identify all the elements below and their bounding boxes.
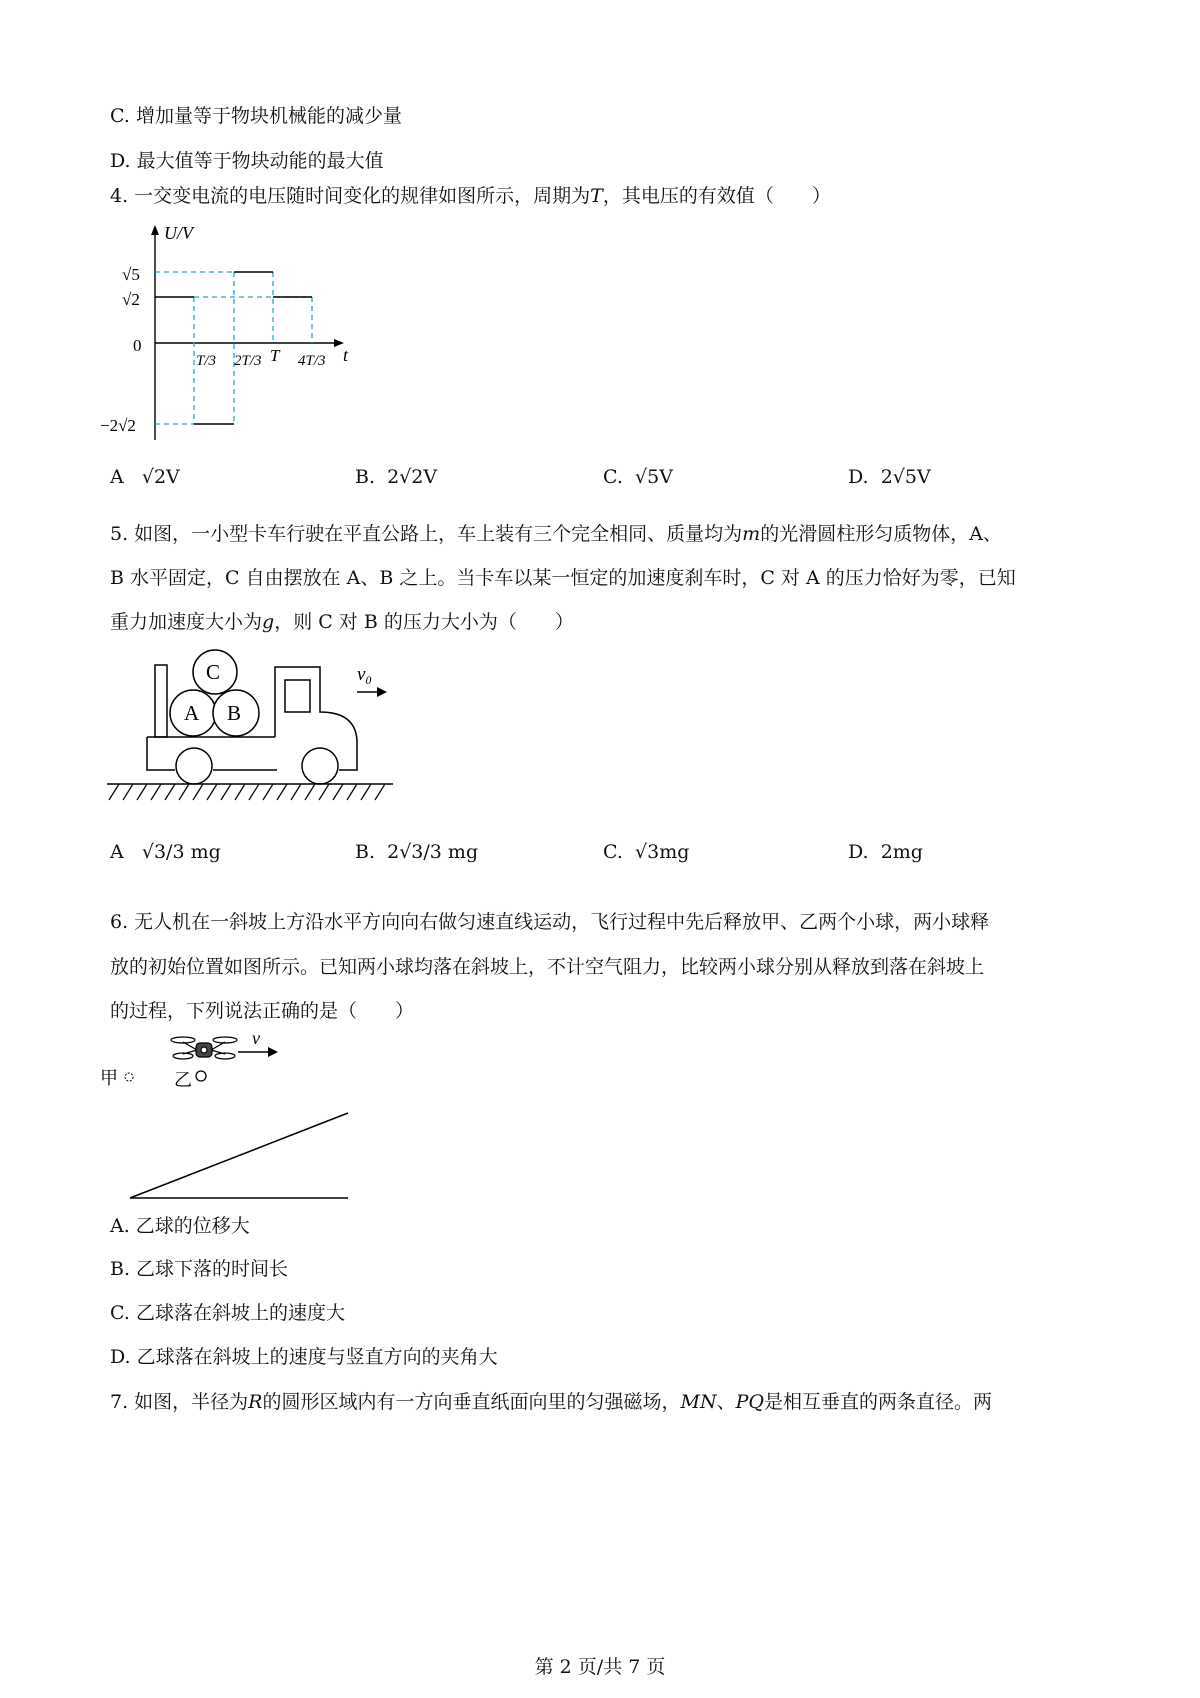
- q5-option-a[interactable]: A √3/3 mg: [110, 841, 221, 863]
- q4-stem: [110, 184, 831, 208]
- q5-option-d[interactable]: D. 2mg: [848, 841, 923, 863]
- x-tick-4t3: 4T/3: [298, 353, 326, 369]
- q5-option-c[interactable]: C. √3mg: [603, 841, 690, 863]
- q4-option-b[interactable]: B. 2√2V: [355, 466, 438, 488]
- y-axis-label: U/V: [164, 223, 193, 243]
- ball-jia-label: 甲: [100, 1068, 118, 1088]
- drone-velocity-head: [268, 1047, 278, 1057]
- q4-stem-text-end: ，其电压的有效值（ ）: [602, 185, 831, 207]
- q6-stem-line1: 6. 无人机在一斜坡上方沿水平方向向右做匀速直线运动，飞行过程中先后释放甲、乙两个小球，两小球释: [110, 911, 990, 933]
- x-tick-2t3: 2T/3: [234, 353, 262, 369]
- q4-option-c[interactable]: C. √5V: [603, 466, 673, 488]
- drone-icon: [171, 1037, 237, 1059]
- page-footer: 第 2 页/共 7 页: [534, 1656, 666, 1678]
- drone-velocity-label: v: [252, 1028, 260, 1048]
- x-tick-t3: T/3: [196, 353, 217, 369]
- velocity-label: v₀: [357, 664, 373, 685]
- x-tick-t: T: [270, 346, 280, 365]
- rear-wheel: [176, 748, 212, 784]
- q4-option-a[interactable]: A √2V: [110, 466, 180, 488]
- q6-stem-line3: 的过程，下列说法正确的是（ ）: [110, 1000, 415, 1022]
- q6-stem-line2: 放的初始位置如图所示。已知两小球均落在斜坡上，不计空气阻力，比较两小球分别从释放到落在斜坡上: [110, 956, 985, 978]
- guide-lines: [155, 272, 312, 424]
- front-wheel: [302, 748, 338, 784]
- y-tick-sqrt5: √5: [122, 265, 140, 284]
- q4-stem-period: T: [590, 185, 603, 207]
- label-c: C: [206, 660, 221, 684]
- cab-window: [285, 680, 310, 712]
- q7-stem-line1: 7. 如图，半径为R的圆形区域内有一方向垂直纸面向里的匀强磁场，MN、PQ是相互垂直的两条直径。两: [110, 1391, 992, 1413]
- q5-stem-line3: 重力加速度大小为g，则 C 对 B 的压力大小为（ ）: [110, 611, 574, 633]
- q6-option-a[interactable]: A. 乙球的位移大: [110, 1215, 250, 1237]
- q3-option-c: C. 增加量等于物块机械能的减少量: [110, 105, 402, 127]
- q5-option-b[interactable]: B. 2√3/3 mg: [355, 841, 479, 863]
- q6-option-d[interactable]: D. 乙球落在斜坡上的速度与竖直方向的夹角大: [110, 1346, 498, 1368]
- label-b: B: [227, 701, 242, 725]
- slope-line: [130, 1113, 348, 1198]
- q4-stem-text: 4. 一交变电流的电压随时间变化的规律如图所示，周期为: [110, 185, 591, 207]
- y-tick-neg: −2√2: [100, 416, 136, 435]
- label-a: A: [184, 701, 200, 725]
- velocity-arrow-head: [377, 687, 387, 697]
- ball-yi-label: 乙: [174, 1070, 192, 1090]
- q6-option-b[interactable]: B. 乙球下落的时间长: [110, 1258, 289, 1280]
- y-axis-arrow: [151, 225, 159, 235]
- ground-hatching: [109, 784, 385, 800]
- q5-stem-line1: 5. 如图，一小型卡车行驶在平直公路上，车上装有三个完全相同、质量均为m的光滑圆柱形匀质物体，A、: [110, 523, 1002, 545]
- ball-yi: [196, 1071, 206, 1081]
- x-axis-label: t: [343, 345, 349, 365]
- q5-truck-figure: [105, 640, 435, 810]
- y-tick-sqrt2: √2: [122, 290, 140, 309]
- q3-option-d: D. 最大值等于物块动能的最大值: [110, 150, 384, 172]
- q6-drone-figure: [100, 1028, 400, 1208]
- q5-stem-line2: B 水平固定，C 自由摆放在 A、B 之上。当卡车以某一恒定的加速度刹车时，C 对 A 的压力恰好为零，已知: [110, 567, 1016, 589]
- y-tick-zero: 0: [133, 336, 142, 355]
- tailgate-post: [155, 665, 167, 737]
- truck-bed-rear: [147, 737, 175, 770]
- q4-option-d[interactable]: D. 2√5V: [848, 466, 931, 488]
- ball-jia: [125, 1073, 133, 1081]
- q6-option-c[interactable]: C. 乙球落在斜坡上的速度大: [110, 1302, 345, 1324]
- q4-voltage-graph: [100, 215, 390, 465]
